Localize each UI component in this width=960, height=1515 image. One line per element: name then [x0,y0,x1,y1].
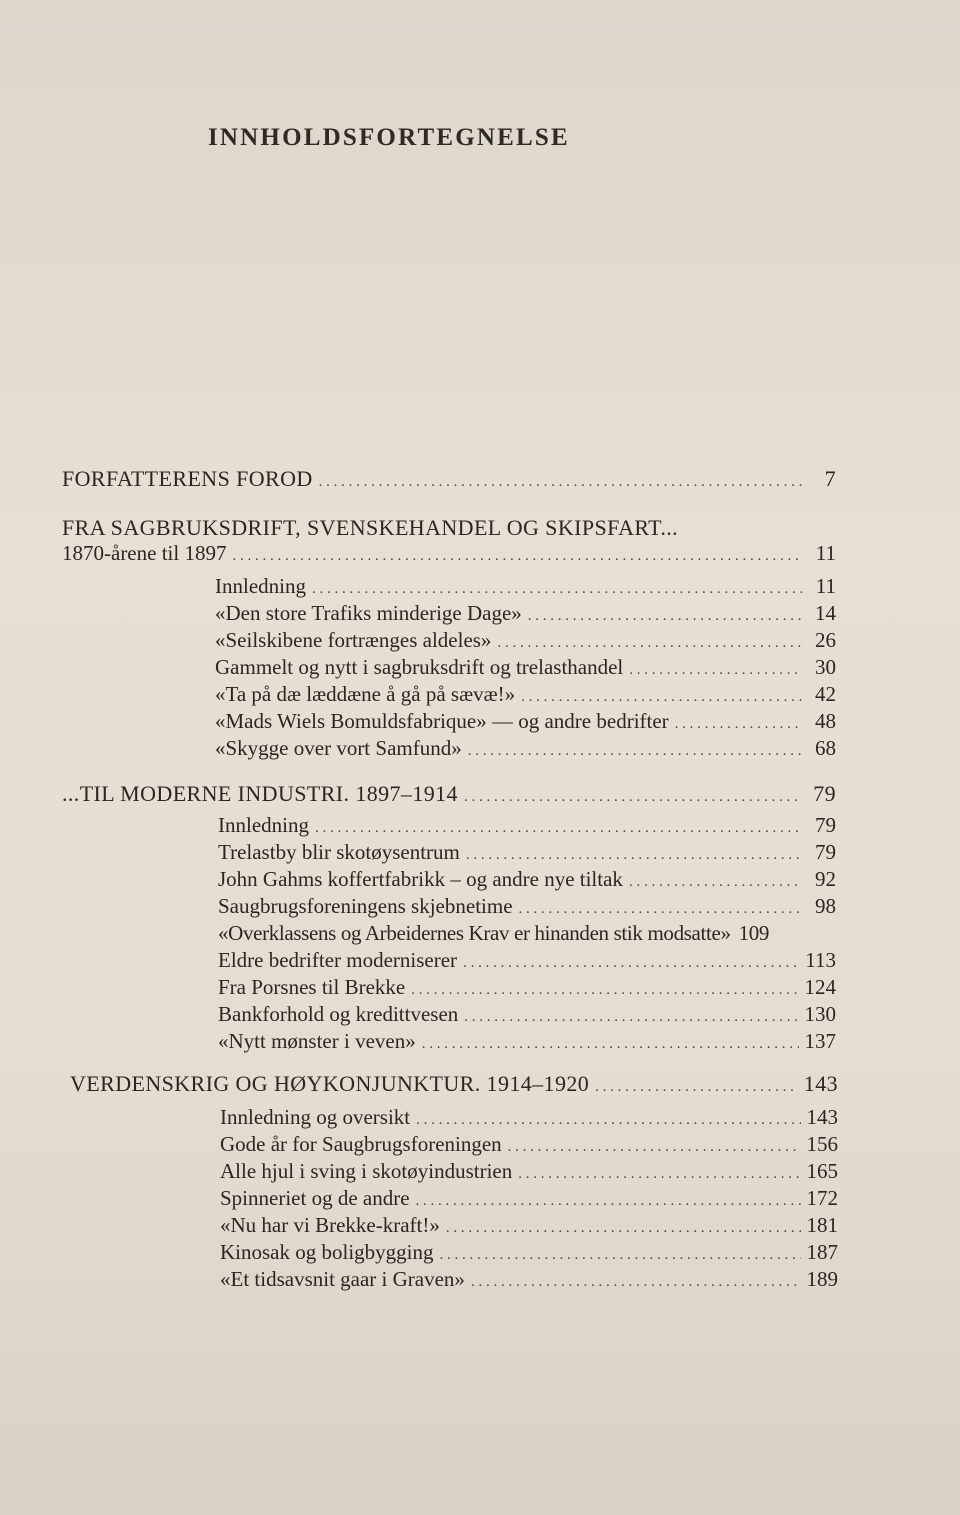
toc-entry-page: 79 [815,840,836,864]
toc-entry-label: Trelastby blir skotøysentrum [218,840,460,864]
toc-entry-page: 14 [815,601,836,625]
toc-entry-label: Kinosak og boligbygging [220,1240,434,1264]
toc-entry [218,839,836,868]
toc-entry-page: 11 [815,574,836,598]
toc-entry-page: 189 [806,1267,838,1291]
toc-section-heading [62,515,836,541]
toc-leader-dots [629,657,802,683]
toc-leader-dots [675,711,802,737]
toc-leader-dots [468,738,802,764]
toc-entry-page: 143 [806,1105,838,1129]
toc-entry-page: 143 [803,1071,838,1096]
toc-entry-page: 109 [738,921,770,945]
toc-entry-label: «Seilskibene fortrænges aldeles» [215,628,492,652]
toc-entry-page: 124 [804,975,836,999]
toc-leader-dots [464,1004,798,1030]
toc-entry [218,1028,836,1057]
toc-entry [220,1104,838,1133]
toc-leader-dots [497,630,802,656]
toc-leader-dots [416,1188,801,1214]
toc-entry-page: 137 [804,1029,836,1053]
toc-leader-dots [315,815,802,841]
toc-leader-dots [440,1242,801,1268]
toc-entry [215,735,836,764]
toc-entry [220,1131,838,1160]
toc-entry [220,1212,838,1241]
toc-entry-label: John Gahms koffertfabrikk – og andre nye tiltak [218,867,623,891]
toc-entry-page: 187 [806,1240,838,1264]
toc-leader-dots [416,1107,800,1133]
toc-leader-dots [464,784,802,810]
toc-entry-label: VERDENSKRIG OG HØYKONJUNKTUR. 1914–1920 [70,1071,590,1096]
toc-entry-label: «Nytt mønster i veven» [218,1029,416,1053]
toc-entry-label: FRA SAGBRUKSDRIFT, SVENSKEHANDEL OG SKIPSFART... [62,515,679,540]
toc-entry-page: 172 [806,1186,838,1210]
toc-entry-page: 113 [805,948,836,972]
toc-entry-label: Innledning og oversikt [220,1105,411,1129]
toc-entry-label: Saugbrugsforeningens skjebnetime [218,894,513,918]
toc-entry-label: FORFATTERENS FOROD [62,466,313,491]
toc-entry-label: «Ta på dæ læddæne å gå på sævæ!» [215,682,516,706]
toc-section-heading [62,781,836,810]
toc-entry-page: 181 [806,1213,838,1237]
toc-entry-page: 156 [806,1132,838,1156]
toc-entry-label: «Skygge over vort Samfund» [215,736,462,760]
toc-entry-label: «Et tidsavsnit gaar i Graven» [220,1267,465,1291]
toc-entry [218,866,836,895]
toc-entry [220,1239,838,1268]
toc-entry-label: 1870-årene til 1897 [62,541,227,565]
toc-entry [220,1266,838,1295]
toc-entry-label: «Overklassens og Arbeidernes Krav er hinanden stik modsatte» [218,921,731,945]
toc-entry-label: «Nu har vi Brekke-kraft!» [220,1213,440,1237]
toc-entry [218,920,836,946]
toc-leader-dots [519,896,802,922]
toc-entry [215,708,836,737]
toc-leader-dots [518,1161,800,1187]
toc-entry-page: 42 [815,682,836,706]
toc-entry [62,540,836,569]
toc-entry [215,681,836,710]
toc-entry-label: Alle hjul i sving i skotøyindustrien [220,1159,513,1183]
toc-leader-dots [232,543,802,569]
page-title: INNHOLDSFORTEGNELSE [208,124,570,151]
toc-leader-dots [463,950,799,976]
toc-entry [220,1158,838,1187]
toc-entry [62,466,836,495]
toc-leader-dots [446,1215,801,1241]
toc-entry [218,947,836,976]
toc-leader-dots [466,842,802,868]
toc-entry-label: Innledning [218,813,309,837]
toc-entry-label: Eldre bedrifter moderniserer [218,948,458,972]
toc-entry [215,654,836,683]
toc-entry-page: 79 [813,781,836,806]
toc-entry-page: 30 [815,655,836,679]
toc-entry [215,573,836,602]
toc-leader-dots [521,684,802,710]
toc-entry-label: «Mads Wiels Bomuldsfabrique» — og andre bedrifter [215,709,669,733]
toc-entry-page: 26 [815,628,836,652]
toc-entry-page: 11 [815,541,836,565]
toc-entry-page: 92 [815,867,836,891]
toc-entry-page: 165 [806,1159,838,1183]
toc-leader-dots [422,1031,799,1057]
toc-entry-page: 68 [815,736,836,760]
toc-entry [220,1185,838,1214]
toc-entry-label: Gammelt og nytt i sagbruksdrift og trelasthandel [215,655,624,679]
toc-leader-dots [595,1074,798,1100]
toc-entry-label: Bankforhold og kredittvesen [218,1002,459,1026]
toc-entry-page: 79 [815,813,836,837]
toc-entry [215,627,836,656]
toc-entry [215,600,836,629]
toc-entry-label: Spinneriet og de andre [220,1186,410,1210]
toc-entry-page: 7 [824,466,836,491]
toc-entry-page: 98 [815,894,836,918]
toc-entry [218,974,836,1003]
toc-leader-dots [312,576,802,602]
toc-leader-dots [319,469,802,495]
toc-entry-label: Fra Porsnes til Brekke [218,975,406,999]
toc-leader-dots [471,1269,801,1295]
toc-entry [218,812,836,841]
toc-leader-dots [629,869,802,895]
toc-leader-dots [528,603,802,629]
toc-section-heading [70,1071,838,1100]
toc-entry [218,1001,836,1030]
toc-leader-dots [411,977,798,1003]
toc-entry-label: ...TIL MODERNE INDUSTRI. 1897–1914 [62,781,458,806]
toc-entry-label: «Den store Trafiks minderige Dage» [215,601,522,625]
toc-leader-dots [508,1134,801,1160]
toc-entry [218,893,836,922]
toc-entry-page: 130 [804,1002,836,1026]
toc-entry-page: 48 [815,709,836,733]
toc-entry-label: Innledning [215,574,306,598]
toc-entry-label: Gode år for Saugbrugsforeningen [220,1132,502,1156]
